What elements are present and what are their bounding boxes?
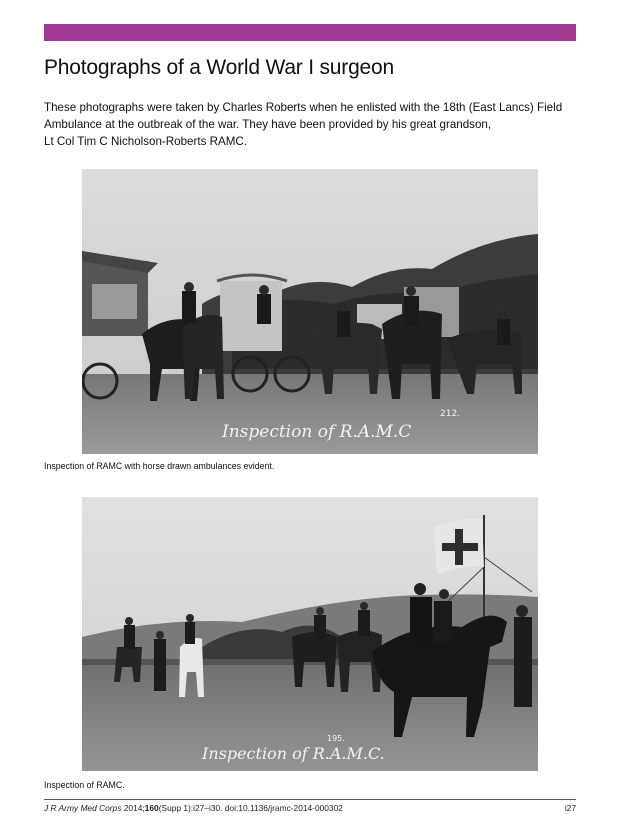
accent-bar — [44, 24, 576, 41]
figure-2-caption: Inspection of RAMC. — [44, 780, 125, 790]
page-number: i27 — [564, 803, 576, 813]
photo-1-plate-number: 212. — [440, 409, 461, 419]
photo-inspection-ambulances — [82, 169, 538, 454]
page-title: Photographs of a World War I surgeon — [44, 56, 394, 79]
photo-1-inscription: Inspection of R.A.M.C — [222, 422, 412, 442]
intro-line-3: Lt Col Tim C Nicholson-Roberts RAMC. — [44, 135, 247, 148]
photo-inspection-flag — [82, 497, 538, 771]
citation — [44, 803, 343, 813]
citation-volume: 160 — [144, 803, 159, 813]
page-footer — [44, 803, 576, 813]
intro-line-2: Ambulance at the outbreak of the war. They have been provided by his great grandson, — [44, 118, 492, 131]
journal-name: J R Army Med Corps — [44, 803, 122, 813]
figure-1-caption: Inspection of RAMC with horse drawn ambulances evident. — [44, 461, 275, 471]
citation-issue-doi: (Supp 1):i27–i30. doi:10.1136/jramc-2014-000302 — [158, 803, 343, 813]
footer-divider — [44, 799, 576, 800]
citation-year: 2014; — [123, 803, 145, 813]
intro-paragraph — [44, 99, 584, 150]
photo-2-plate-number: 195. — [327, 734, 345, 743]
photo-1-image — [82, 169, 538, 454]
intro-line-1: These photographs were taken by Charles Roberts when he enlisted with the 18th (East Lancs) Field — [44, 101, 563, 114]
photo-2-inscription: Inspection of R.A.M.C. — [202, 744, 385, 763]
photo-2-image — [82, 497, 538, 771]
